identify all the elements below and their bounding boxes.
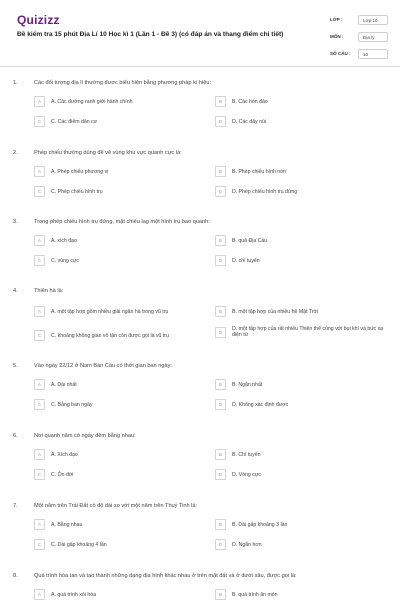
option-c[interactable] — [34, 399, 210, 410]
worksheet-title: Đề kiểm tra 15 phút Địa Lí 10 Học kì 1 (Lần 1 - Đề 3) (có đáp án và thang điểm chi tiết) — [17, 31, 284, 38]
option-d[interactable] — [215, 186, 391, 197]
worksheet-header — [0, 0, 400, 67]
option-text: D. chí tuyến — [232, 257, 260, 264]
meta-label: LỚP : — [330, 17, 343, 22]
meta-value-field: 10 — [358, 49, 388, 59]
option-c[interactable] — [34, 469, 210, 480]
option-key-box: B — [215, 589, 226, 600]
option-text: A. một tập hợp gồm nhiều giải ngân hà trong vũ trụ — [51, 308, 169, 315]
option-key-box: C — [34, 539, 45, 550]
option-key-box: A — [34, 449, 45, 460]
option-c[interactable] — [34, 539, 210, 550]
option-text: C. khoảng không gian vô tận còn được gọi là vũ trụ — [51, 332, 169, 339]
option-text: A. Bằng nhau — [51, 521, 83, 528]
option-key-box: D — [215, 469, 226, 480]
option-key-box: B — [215, 379, 226, 390]
option-key-box: C — [34, 255, 45, 266]
question-number: 5. — [13, 363, 18, 369]
option-text: A. Xích đạo — [51, 451, 78, 458]
option-text: C. Bằng ban ngày — [51, 401, 93, 408]
option-text: C. Ôn đới — [51, 471, 74, 478]
option-key-box: C — [34, 399, 45, 410]
option-c[interactable] — [34, 186, 210, 197]
option-key-box: C — [34, 116, 45, 127]
option-text: D. Các dãy núi — [232, 118, 267, 125]
option-text: C. Các điểm dân cư — [51, 118, 98, 125]
option-text: B. quả Địa Cầu — [232, 237, 268, 244]
option-text: A. Các đường ranh giới hành chính — [51, 98, 133, 105]
option-text: B. Các hòn đảo — [232, 98, 268, 105]
option-d[interactable] — [215, 399, 391, 410]
option-text: C. vùng cực — [51, 257, 79, 264]
option-text: B. Phép chiếu hình nón — [232, 168, 286, 175]
option-key-box: D — [215, 116, 226, 127]
option-a[interactable] — [34, 235, 210, 246]
option-key-box: A — [34, 166, 45, 177]
option-key-box: B — [215, 235, 226, 246]
option-key-box: C — [34, 469, 45, 480]
question-text: Một năm trên Trái Đất có độ dài so với một năm trên Thuỷ Tinh là: — [34, 503, 198, 509]
option-key-box: D — [215, 327, 226, 338]
option-key-box: B — [215, 306, 226, 317]
option-key-box: A — [34, 589, 45, 600]
question-text: Vào ngày 22/12 ở Nam Bán Cầu có thời gian ban ngày: — [34, 363, 172, 369]
option-text: B. Ngắn nhất — [232, 381, 263, 388]
option-c[interactable] — [34, 116, 210, 127]
option-b[interactable] — [215, 379, 391, 390]
option-d[interactable] — [215, 469, 391, 480]
option-key-box: B — [215, 166, 226, 177]
option-key-box: D — [215, 186, 226, 197]
option-key-box: B — [215, 519, 226, 530]
option-text: D. Không xác định được — [232, 401, 289, 408]
option-b[interactable] — [215, 449, 391, 460]
question-number: 3. — [13, 219, 18, 225]
option-a[interactable] — [34, 166, 210, 177]
option-b[interactable] — [215, 306, 391, 317]
option-text: A. Dài nhất — [51, 381, 77, 388]
option-b[interactable] — [215, 166, 391, 177]
option-a[interactable] — [34, 96, 210, 107]
question-number: 8. — [13, 573, 18, 579]
option-a[interactable] — [34, 379, 210, 390]
option-text: B. Dài gấp khoảng 3 lần — [232, 521, 288, 528]
meta-label: MÔN : — [330, 34, 344, 39]
option-text: A. xích đạo — [51, 237, 77, 244]
option-b[interactable] — [215, 96, 391, 107]
meta-panel — [330, 12, 388, 63]
option-a[interactable] — [34, 589, 210, 600]
meta-label: SỐ CÂU : — [330, 51, 351, 56]
option-key-box: B — [215, 96, 226, 107]
option-key-box: A — [34, 306, 45, 317]
option-key-box: D — [215, 399, 226, 410]
meta-row-subject — [330, 29, 388, 44]
option-text: B. một tập hợp của nhiều hệ Mặt Trời — [232, 308, 319, 315]
option-text: A. quá trình xói hòa — [51, 591, 96, 598]
option-d[interactable] — [215, 539, 391, 550]
meta-value-field: Lớp 10 — [358, 15, 388, 25]
option-text: B. Chí tuyến — [232, 451, 261, 458]
option-text: C. Dài gấp khoảng 4 lần — [51, 541, 107, 548]
option-b[interactable] — [215, 235, 391, 246]
option-key-box: A — [34, 235, 45, 246]
question-text: Nơi quanh năm có ngày đêm bằng nhau: — [34, 433, 136, 439]
option-key-box: C — [34, 186, 45, 197]
question-text: Các đối tượng địa lí thường được biểu hiện bằng phương pháp kí hiệu: — [34, 80, 212, 86]
option-key-box: B — [215, 449, 226, 460]
question-number: 1. — [13, 80, 18, 86]
option-d[interactable] — [215, 255, 391, 266]
meta-row-class — [330, 12, 388, 27]
option-text: B. quá trình ăn mòn — [232, 591, 278, 598]
option-c[interactable] — [34, 330, 210, 341]
question-number: 2. — [13, 150, 18, 156]
question-number: 6. — [13, 433, 18, 439]
quizizz-logo: Quizizz — [17, 13, 60, 27]
meta-row-count — [330, 46, 388, 61]
option-a[interactable] — [34, 306, 210, 317]
option-c[interactable] — [34, 255, 210, 266]
option-text: D. một tập hợp của rất nhiều Thiên thể cùng với bụi khí và bức xạ điện từ — [232, 326, 384, 338]
option-key-box: D — [215, 539, 226, 550]
option-a[interactable] — [34, 449, 210, 460]
option-text: D. Ngắn hơn — [232, 541, 262, 548]
question-text: Trong phép chiếu hình trụ đứng, mặt chiếu lag một hình trụ bao quanh: — [34, 219, 210, 225]
option-b[interactable] — [215, 519, 391, 530]
option-text: A. Phép chiếu phương vị — [51, 168, 109, 175]
option-key-box: A — [34, 96, 45, 107]
option-text: D. Vòng cực — [232, 471, 261, 478]
meta-value-field: Địa lý — [358, 32, 388, 42]
option-key-box: A — [34, 519, 45, 530]
option-d[interactable] — [215, 116, 391, 127]
question-text: Thiên hà là: — [34, 288, 64, 294]
question-text: Phép chiếu thường dùng để vẽ vùng khu vực quanh cực là: — [34, 150, 182, 156]
question-number: 4. — [13, 288, 18, 294]
option-b[interactable] — [215, 589, 391, 600]
question-number: 7. — [13, 503, 18, 509]
option-key-box: A — [34, 379, 45, 390]
option-text: C. Phép chiếu hình trụ — [51, 188, 103, 195]
option-text: D. Phép chiếu hình trụ đứng — [232, 188, 298, 195]
option-a[interactable] — [34, 519, 210, 530]
option-key-box: C — [34, 330, 45, 341]
option-key-box: D — [215, 255, 226, 266]
question-text: Quá trình hòa tan và tạo thành những dạng địa hình khác nhau ở trên mặt đất và ở dưới sâu, được gọi là: — [34, 573, 297, 579]
option-d[interactable] — [215, 326, 391, 338]
